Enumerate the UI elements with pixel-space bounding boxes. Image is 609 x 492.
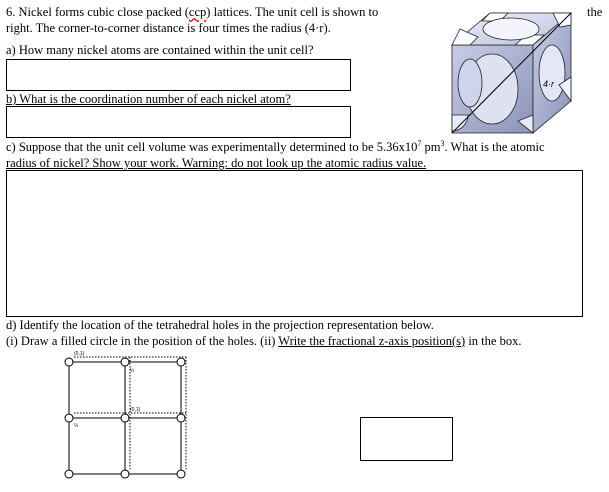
atom-edge-bottom	[121, 470, 129, 478]
question-c-line2: radius of nickel? Show your work. Warning: do not look up the atomic radius value.	[6, 156, 427, 170]
label-corner: (0,1)	[74, 351, 85, 357]
question-b-text: b) What is the coordination number of each nickel atom?	[6, 92, 291, 106]
qc-exponent-2: 3	[440, 139, 445, 148]
atom-corner-tr	[177, 358, 185, 366]
question-d-line1: d) Identify the location of the tetrahedral holes in the projection representation below.	[6, 318, 434, 332]
qd-text-a: (i) Draw a filled circle in the position of the holes. (ii)	[6, 334, 279, 348]
question-d-line2	[6, 334, 521, 348]
answer-box-b[interactable]	[6, 106, 351, 138]
unit-cell-figure	[440, 3, 580, 138]
answer-box-a[interactable]	[6, 59, 351, 91]
projection-diagram[interactable]	[60, 347, 190, 482]
diagonal-label: 4·r	[543, 79, 554, 89]
atom-edge-top	[121, 358, 129, 366]
question-number: 6.	[6, 5, 16, 19]
label-center: (0,1)	[130, 407, 141, 413]
qc-exponent-1: 7	[417, 139, 422, 148]
answer-box-d[interactable]	[360, 417, 453, 461]
q6-text-a: Nickel forms cubic close packed (	[18, 5, 189, 19]
qc-text-b: . What is the atomic	[444, 140, 545, 154]
atom-edge-left	[65, 414, 73, 422]
qd-text-underlined: Write the fractional z-axis position(s)	[278, 334, 466, 348]
atom-edge-right	[177, 414, 185, 422]
question-6-line2: right. The corner-to-corner distance is four times the radius (4·r).	[6, 21, 331, 35]
qc-unit: pm	[421, 140, 441, 154]
qc-text-a: c) Suppose that the unit cell volume was experimentally determined to be 5.36x10	[6, 140, 418, 154]
question-a-text: a) How many nickel atoms are contained within the unit cell?	[6, 43, 314, 57]
question-6-line1	[6, 5, 378, 19]
q6-text-b: ) lattices. The unit cell is shown to	[206, 5, 379, 19]
atom-corner-tl	[65, 358, 73, 366]
ccp-term: ccp	[188, 5, 207, 19]
question-c-line1	[6, 140, 545, 154]
atom-corner-bl	[65, 470, 73, 478]
answer-box-c[interactable]	[6, 170, 583, 317]
atom-center	[121, 414, 129, 422]
q6-line1-tail: the	[587, 5, 603, 19]
qd-text-b: in the box.	[465, 334, 522, 348]
atom-corner-br	[177, 470, 185, 478]
label-half-left: ½	[74, 423, 79, 429]
label-half-top: ½	[130, 368, 135, 374]
